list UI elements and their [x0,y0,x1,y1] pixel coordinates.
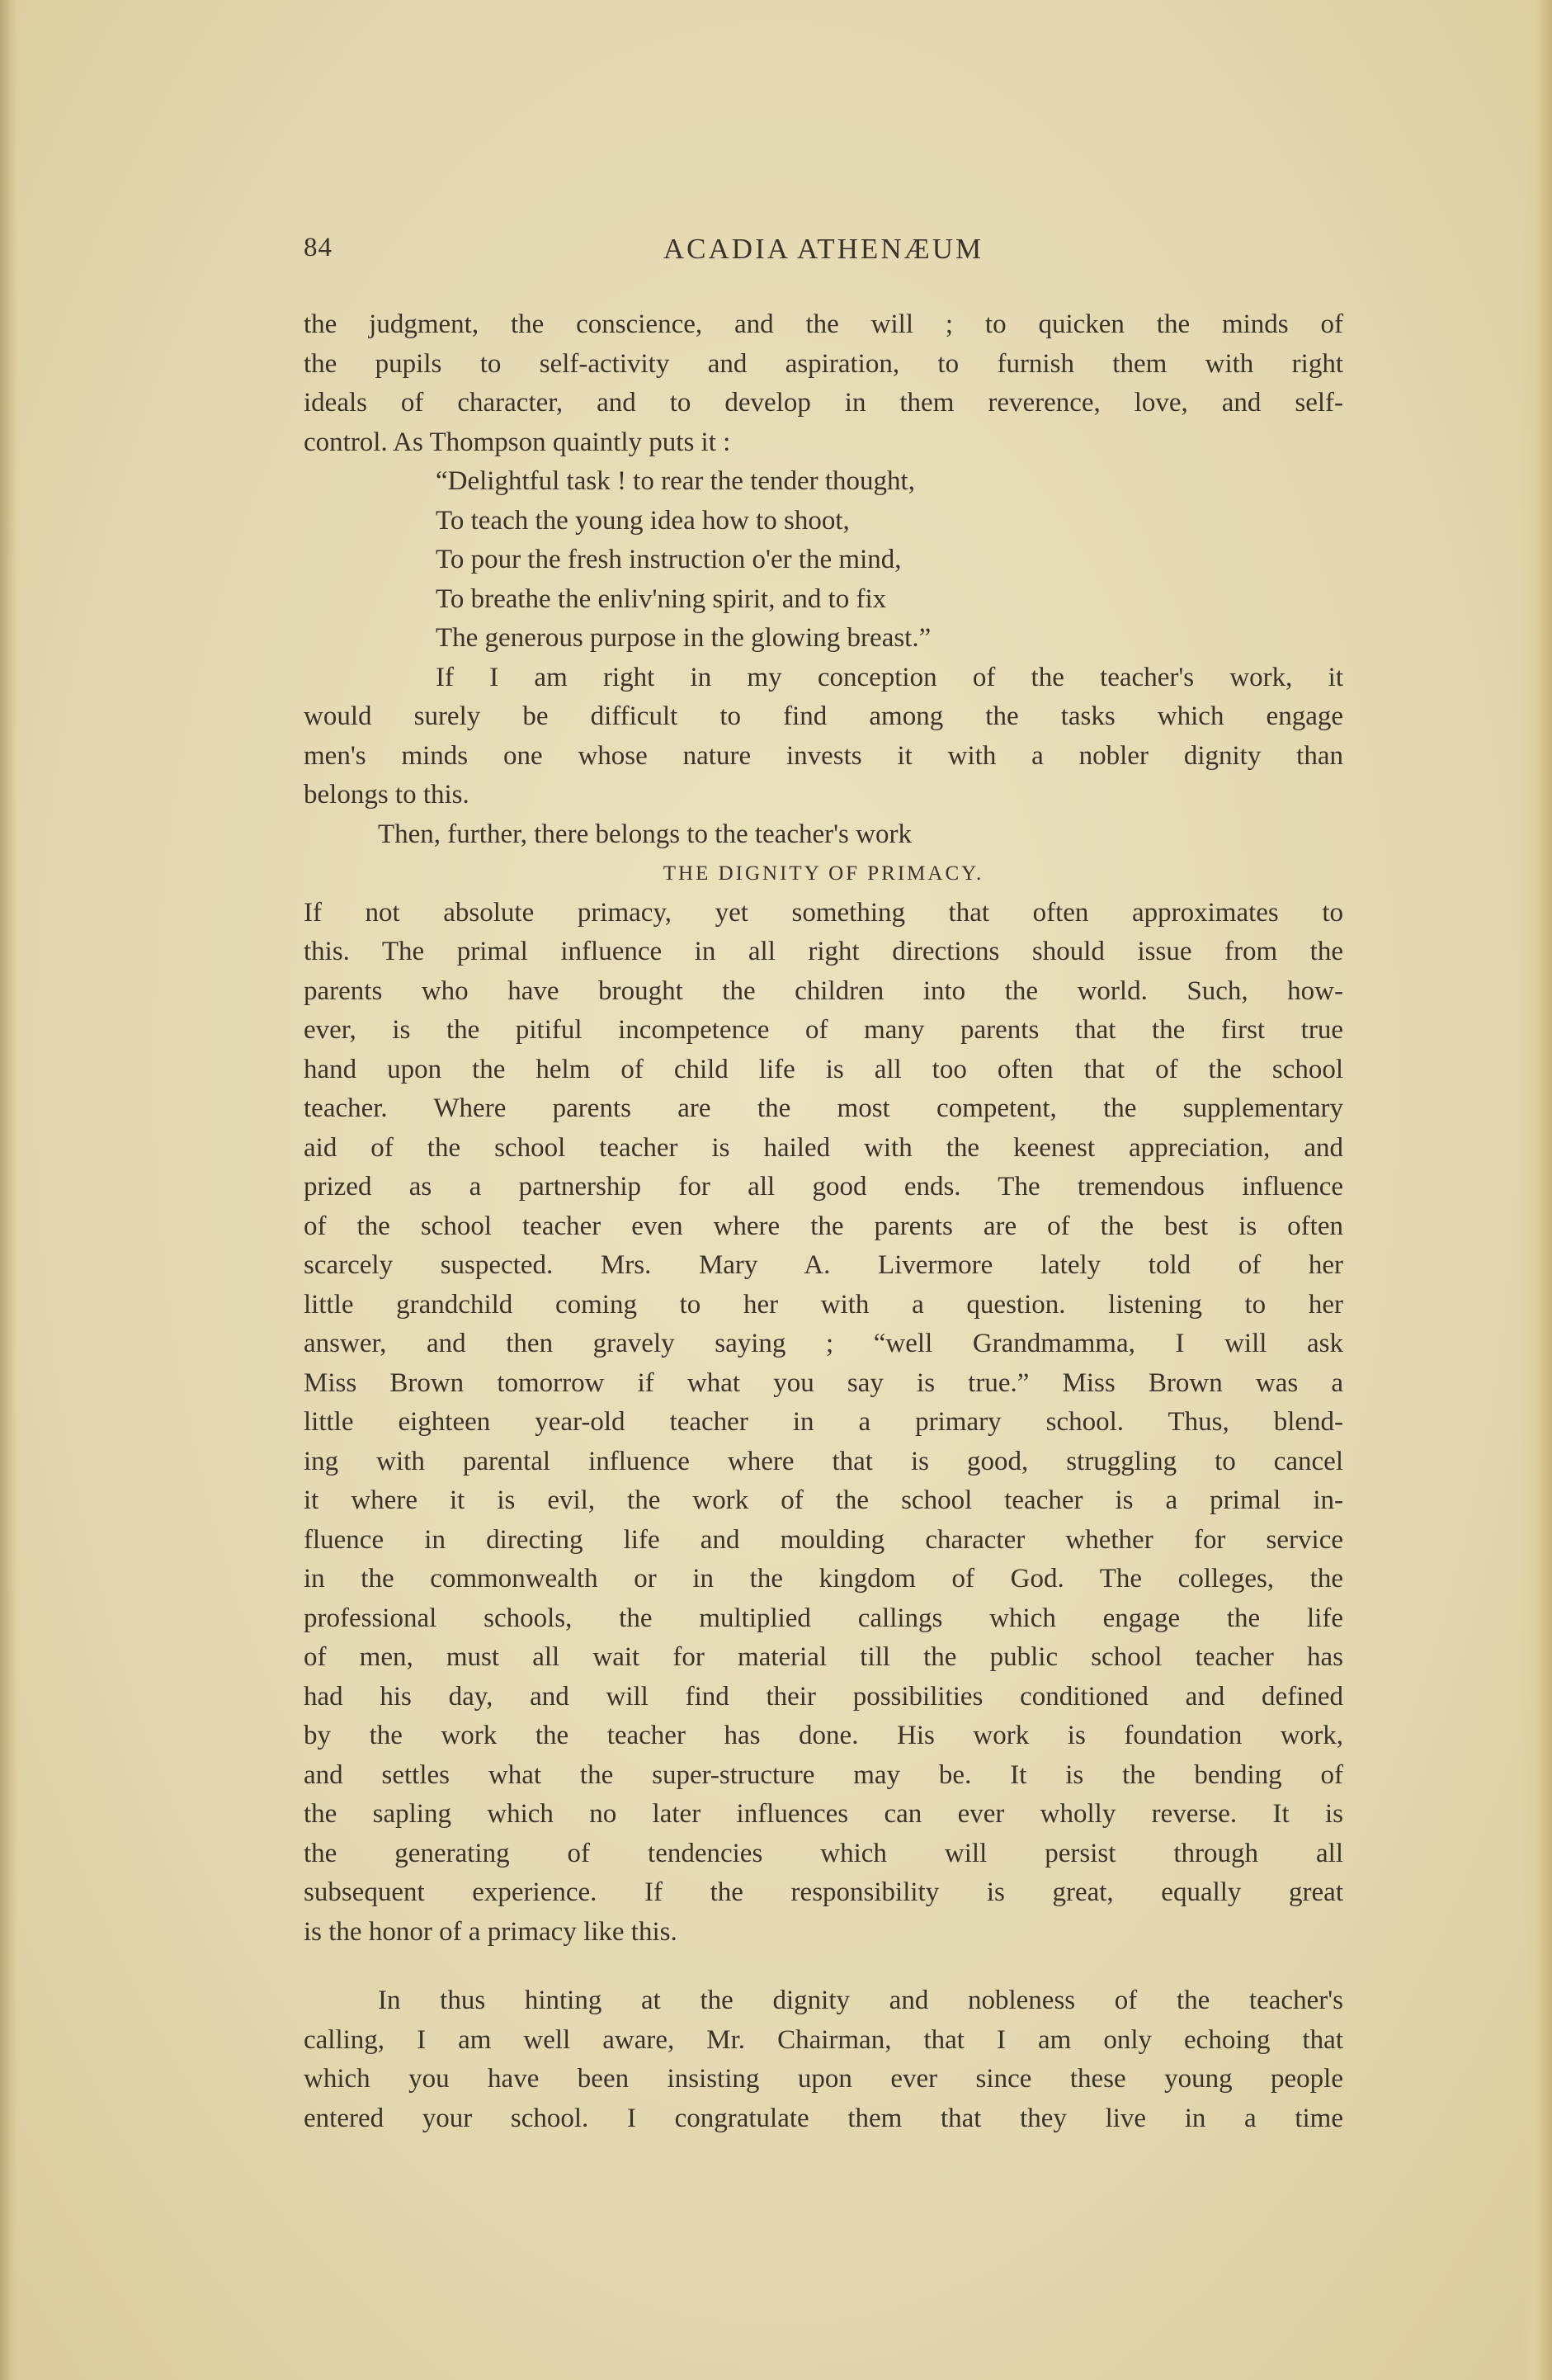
text-line: by the work the teacher has done. His work is foundation work, [304,1721,1343,1750]
page-left-edge-shadow [0,0,18,2380]
text-line: this. The primal influence in all right directions should issue from the [304,937,1343,966]
text-line: If not absolute primacy, yet something that often approximates to [304,897,1343,928]
text-line: prized as a partnership for all good ends. The tremendous influence [304,1172,1343,1202]
text-line: the sapling which no later influences can ever wholly reverse. It is [304,1799,1343,1829]
quoted-verse-line: To breathe the enliv'ning spirit, and to fix [436,583,887,614]
text-line: parents who have brought the children into the world. Such, how- [304,975,1343,1006]
text-line: belongs to this. [304,780,469,810]
text-line: the judgment, the conscience, and the will ; to quicken the minds of [304,309,1343,339]
text-line: If I am right in my conception of the teacher's work, it [436,662,1343,692]
quoted-verse-line: To pour the fresh instruction o'er the mind, [436,545,902,574]
text-line: aid of the school teacher is hailed with the keenest appreciation, and [304,1132,1343,1163]
quoted-verse-line: “Delightful task ! to rear the tender thought, [436,466,915,496]
text-line: Then, further, there belongs to the teacher's work [378,819,912,849]
text-line: the generating of tendencies which will persist through all [304,1838,1343,1868]
quoted-verse-line: The generous purpose in the glowing breast.” [436,623,932,653]
text-line: answer, and then gravely saying ; “well Grandmamma, I will ask [304,1329,1343,1358]
text-line: would surely be difficult to find among the tasks which engage [304,701,1343,731]
text-line: calling, I am well aware, Mr. Chairman, that I am only echoing that [304,2024,1343,2055]
page-right-edge-shadow [1519,0,1552,2380]
text-line: In thus hinting at the dignity and nobleness of the teacher's [378,1986,1343,2015]
text-line: fluence in directing life and moulding character whether for service [304,1524,1343,1555]
body-text [304,305,1343,2138]
text-line: men's minds one whose nature invests it with a nobler dignity than [304,740,1343,771]
text-line: hand upon the helm of child life is all too often that of the school [304,1054,1343,1084]
text-line: ever, is the pitiful incompetence of many parents that the first true [304,1015,1343,1045]
text-line: ing with parental influence where that is good, struggling to cancel [304,1446,1343,1476]
text-line: entered your school. I congratulate them that they live in a time [304,2103,1343,2133]
text-line: had his day, and will find their possibilities conditioned and defined [304,1681,1343,1712]
text-line: little grandchild coming to her with a question. listening to her [304,1289,1343,1320]
paragraph-gap [304,1952,1343,1981]
text-line: and settles what the super-structure may be. It is the bending of [304,1759,1343,1790]
text-line: is the honor of a primacy like this. [304,1916,677,1947]
text-line: of men, must all wait for material till the public school teacher has [304,1642,1343,1672]
text-line: it where it is evil, the work of the school teacher is a primal in- [304,1485,1343,1515]
text-line: ideals of character, and to develop in them reverence, love, and self- [304,388,1343,418]
text-line: the pupils to self-activity and aspiration, to furnish them with right [304,348,1343,379]
text-line: Miss Brown tomorrow if what you say is true.” Miss Brown was a [304,1367,1343,1398]
text-line: teacher. Where parents are the most competent, the supplementary [304,1093,1343,1123]
text-line: control. As Thompson quaintly puts it : [304,427,731,457]
quoted-verse-line: To teach the young idea how to shoot, [436,505,850,536]
text-line: little eighteen year-old teacher in a primary school. Thus, blend- [304,1407,1343,1437]
section-heading: THE DIGNITY OF PRIMACY. [663,862,984,885]
text-line: subsequent experience. If the responsibility is great, equally great [304,1877,1343,1907]
text-line: of the school teacher even where the parents are of the best is often [304,1211,1343,1241]
text-line: professional schools, the multiplied callings which engage the life [304,1603,1343,1633]
page-header [304,233,1343,274]
running-head: ACADIA ATHENÆUM [663,233,984,265]
page-number: 84 [304,233,333,262]
text-line: scarcely suspected. Mrs. Mary A. Livermore lately told of her [304,1250,1343,1280]
text-line: which you have been insisting upon ever since these young people [304,2064,1343,2094]
text-line: in the commonwealth or in the kingdom of God. The colleges, the [304,1564,1343,1594]
